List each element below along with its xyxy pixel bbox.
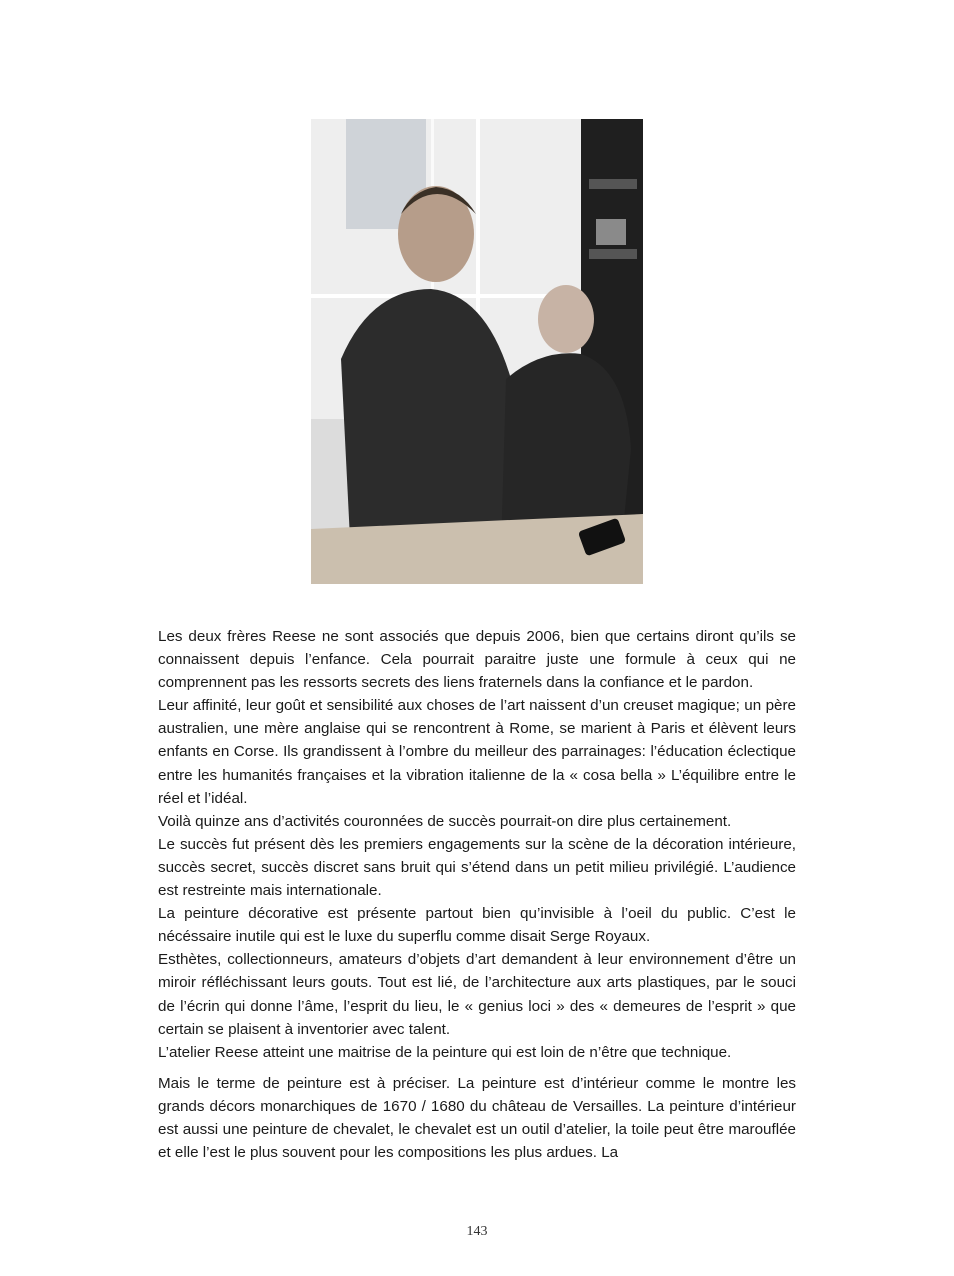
page-number: 143 [466,1224,488,1239]
paragraph-2: Mais le terme de peinture est à préciser. La peinture est d’intérieur comme le montre les grands décors monarchiques de 1670 / 1680 du château de Versailles. La peinture d’intérieur est aussi une peinture de chevalet, le chevalet est un outil d’atelier, la toile peut être marouflée et elle l’est le plus souvent pour les compositions les plus ardues. La [158,1074,796,1162]
paragraph-1: Les deux frères Reese ne sont associés que depuis 2006, bien que certains diront qu’ils se connaissent depuis l’enfance. Cela pourrait paraitre juste une formule à ceux qui ne comprennent pas les ressorts secrets des liens fraternels dans la confiance et le pardon. Leur affinité, leur goût et sensibilité aux choses de l’art naissent d’un creuset magique; un père australien, une mère anglaise qui se rencontrent à Rome, se marient à Paris et élèvent leurs enfants en Corse. Ils grandissent à l’ombre du meilleur des parrainages: l’éducation éclectique entre les humanités françaises et la vibration italienne de la « cosa bella » L’équilibre entre le réel et l’idéal. Voilà quinze ans d’activités couronnées de succès pourrait-on dire plus certainement. Le succès fut présent dès les premiers engagements sur la scène de la décoration intérieure, succès secret, succès discret sans bruit qui s’étend dans un petit milieu privilégié. L’audience est restreinte mais internationale. La peinture décorative est présente partout bien qu’invisible à l’oeil du public. C’est le nécéssaire inutile qui est le luxe du superflu comme disait Serge Royaux. Esthètes, collectionneurs, amateurs d’objets d’art demandent à leur environnement d’être un miroir réfléchissant leurs gouts. Tout est lié, de l’architecture aux arts plastiques, par le souci de l’écrin qui donne l’âme, l’esprit du lieu, le « genius loci » des « demeures de l’esprit » que certain se plaisent à inventorier avec talent. L’atelier Reese atteint une maitrise de la peinture qui est loin de n’être que technique. [158,628,796,1061]
photo-two-men-at-table [311,119,643,584]
body-text [158,625,796,1164]
